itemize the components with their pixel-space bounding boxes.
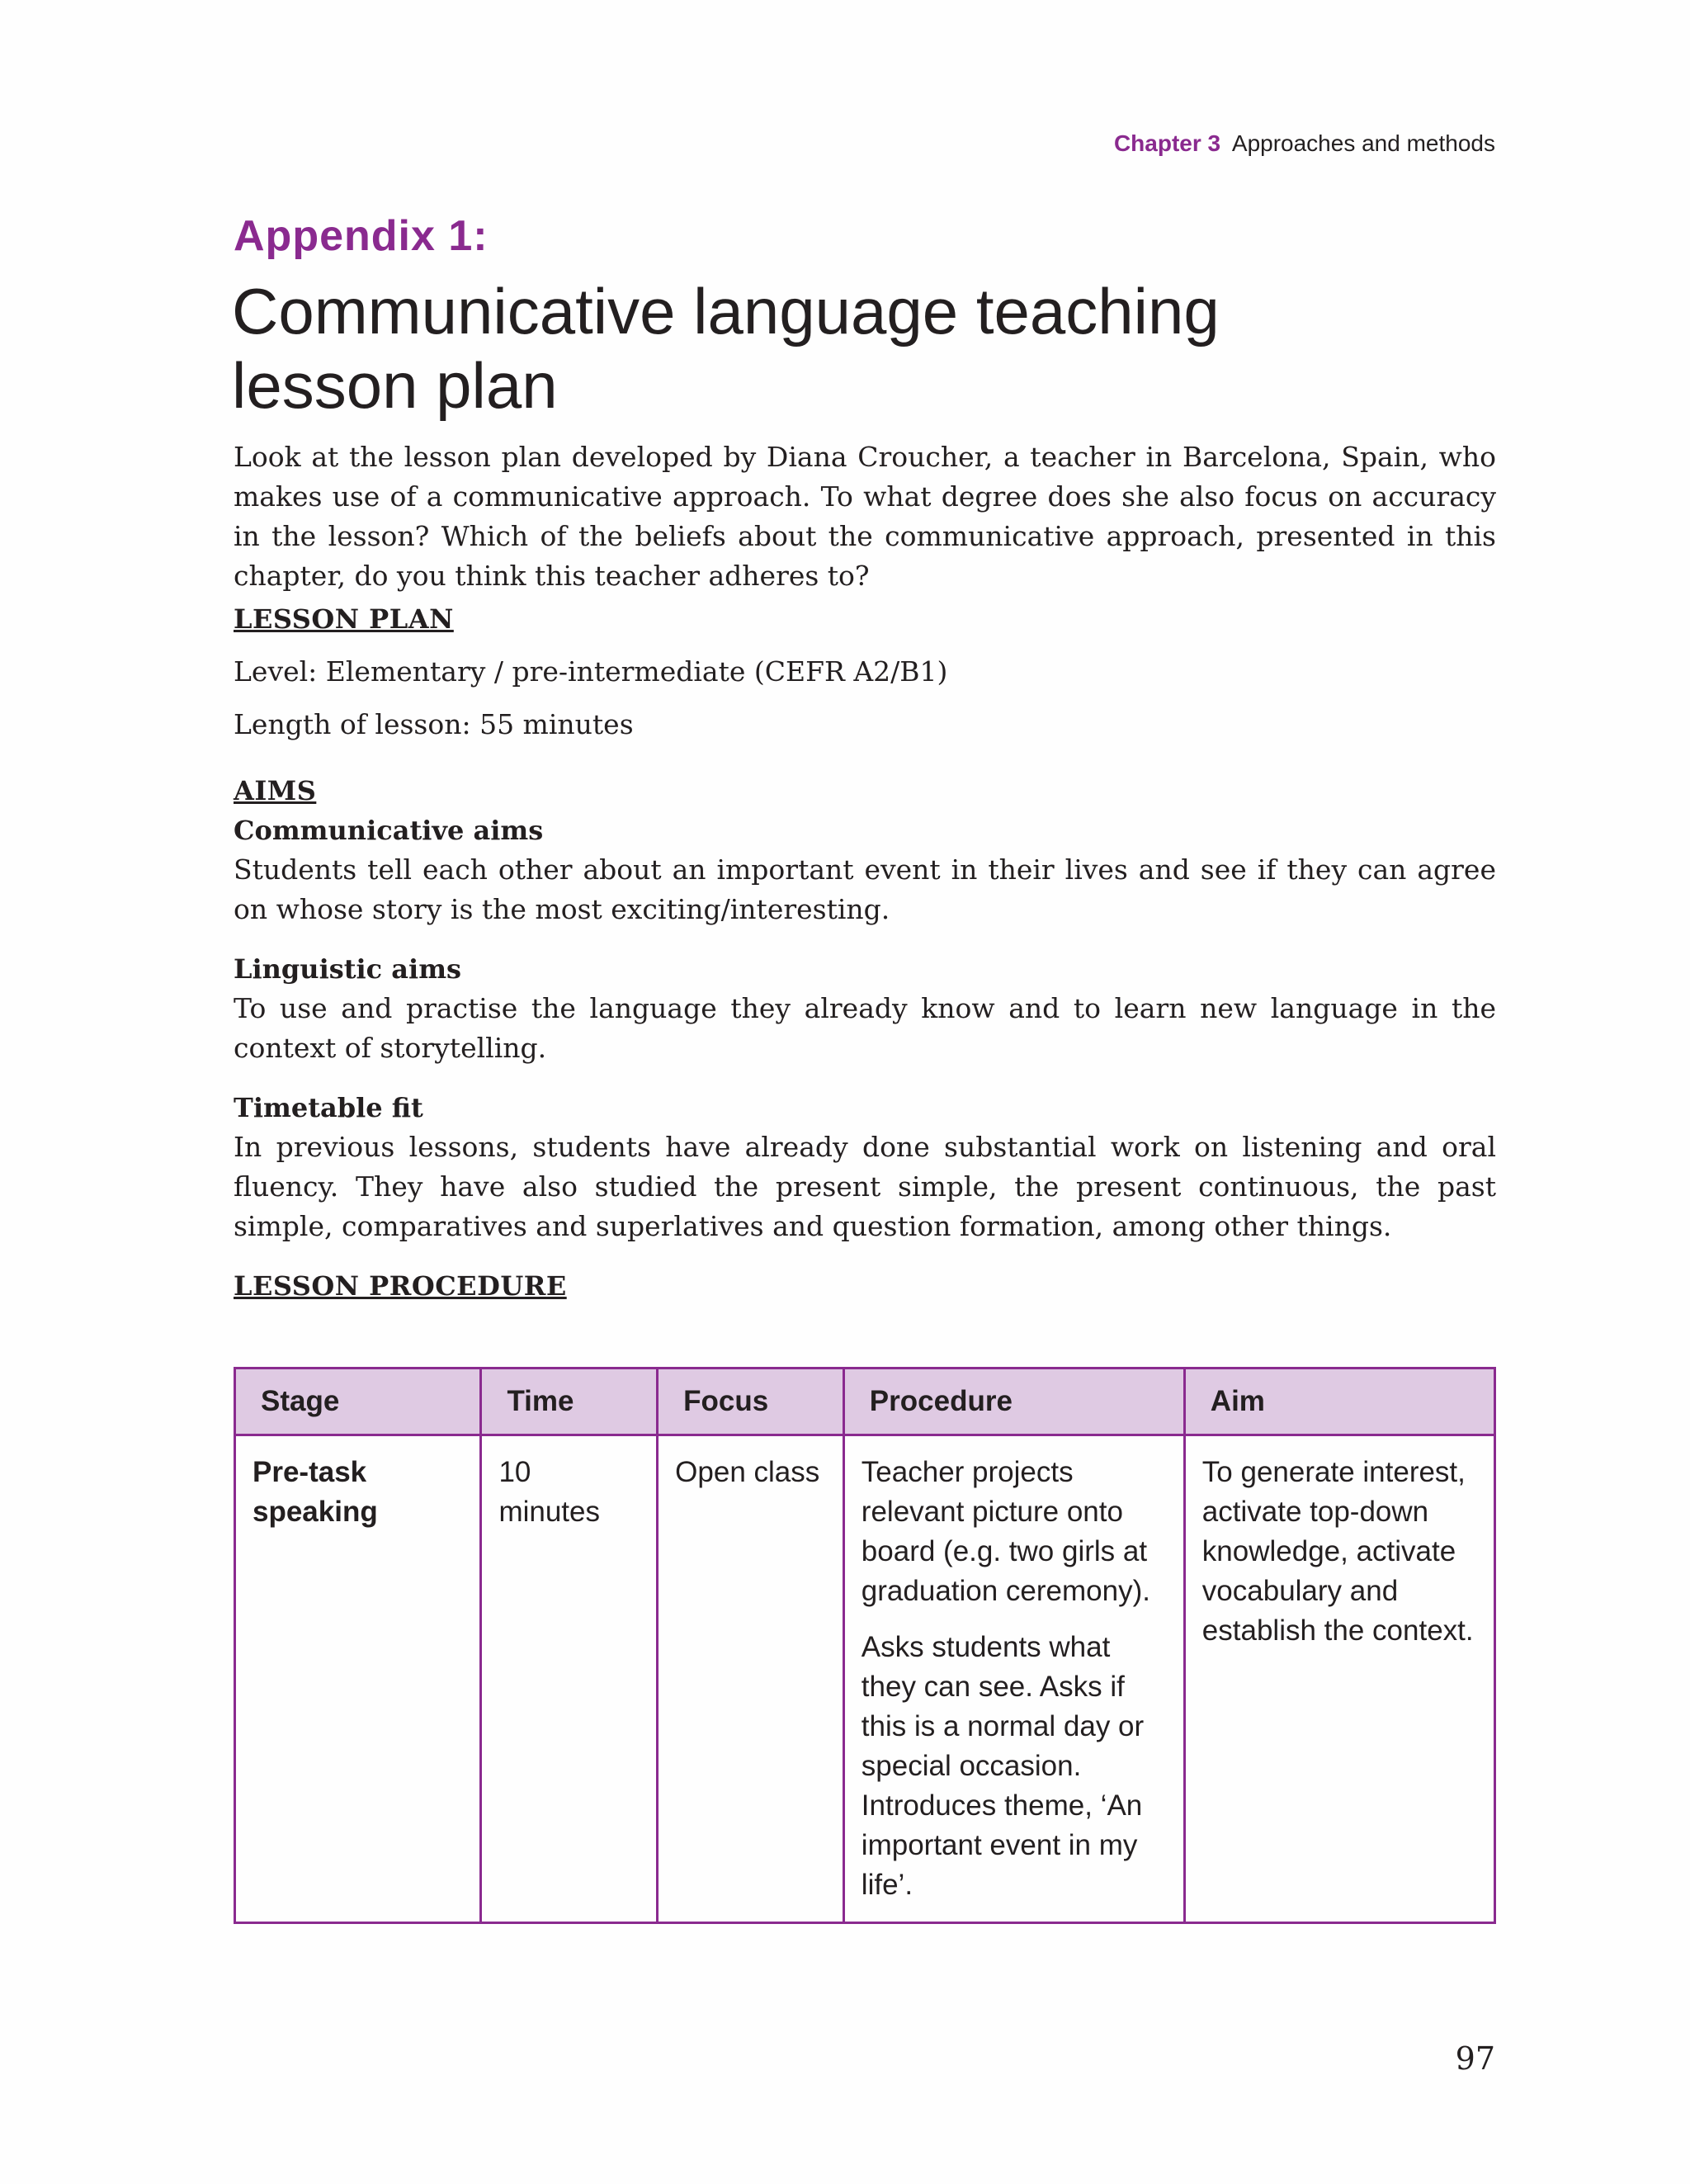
page-number: 97 bbox=[1455, 2040, 1495, 2077]
column-header-time: Time bbox=[481, 1369, 658, 1435]
running-head bbox=[1114, 129, 1495, 158]
page-title: Communicative language teaching lesson plan bbox=[232, 275, 1220, 422]
procedure-cell bbox=[843, 1435, 1184, 1923]
procedure-step: Asks students what they can see. Asks if this is a normal day or special occasion. Introduces theme, ‘An important event in my life’. bbox=[861, 1631, 1145, 1901]
appendix-label: Appendix 1: bbox=[234, 212, 489, 260]
communicative-aims-text: Students tell each other about an important event in their lives and see if they can agree on whose story is the most exciting/interesting. bbox=[234, 853, 1496, 925]
column-header-aim: Aim bbox=[1184, 1369, 1494, 1435]
aim-cell: To generate interest, activate top-down knowledge, activate vocabulary and establish the context. bbox=[1184, 1435, 1494, 1923]
intro-paragraph: Look at the lesson plan developed by Diana Croucher, a teacher in Barcelona, Spain, who makes use of a communicative approach. To what degree does she also focus on accuracy in the lesson? Which of the beliefs about the communicative approach, presented in this chapter, do you think this teacher adheres to? bbox=[234, 441, 1496, 592]
column-header-stage: Stage bbox=[235, 1369, 481, 1435]
procedure-step: Teacher projects relevant picture onto board (e.g. two girls at graduation ceremony). bbox=[861, 1456, 1150, 1607]
lesson-procedure-heading: LESSON PROCEDURE bbox=[234, 1270, 567, 1302]
communicative-aims-heading: Communicative aims bbox=[234, 815, 544, 846]
length-line: Length of lesson: 55 minutes bbox=[234, 708, 634, 740]
timetable-fit-heading: Timetable fit bbox=[234, 1092, 423, 1123]
aims-heading: AIMS bbox=[234, 775, 317, 806]
timetable-fit-text: In previous lessons, students have already done substantial work on listening and oral fluency. They have also studied the present simple, the present continuous, the past simple, comparatives and superlatives and question formation, among other things. bbox=[234, 1131, 1496, 1242]
lesson-procedure-table bbox=[234, 1367, 1496, 1924]
stage-cell: Pre-task speaking bbox=[235, 1435, 481, 1923]
column-header-procedure: Procedure bbox=[843, 1369, 1184, 1435]
running-head-chapter: Chapter 3 bbox=[1113, 130, 1221, 156]
main-content bbox=[234, 437, 1496, 1311]
column-header-focus: Focus bbox=[658, 1369, 844, 1435]
lesson-plan-heading: LESSON PLAN bbox=[234, 603, 454, 635]
running-head-section: Approaches and methods bbox=[1231, 130, 1495, 156]
table-row bbox=[235, 1435, 1495, 1923]
focus-cell: Open class bbox=[658, 1435, 844, 1923]
linguistic-aims-heading: Linguistic aims bbox=[234, 953, 462, 985]
linguistic-aims-text: To use and practise the language they already know and to learn new language in the context of storytelling. bbox=[234, 992, 1496, 1064]
level-line: Level: Elementary / pre-intermediate (CEFR A2/B1) bbox=[234, 655, 948, 688]
time-cell: 10 minutes bbox=[481, 1435, 658, 1923]
table-header-row bbox=[235, 1369, 1495, 1435]
